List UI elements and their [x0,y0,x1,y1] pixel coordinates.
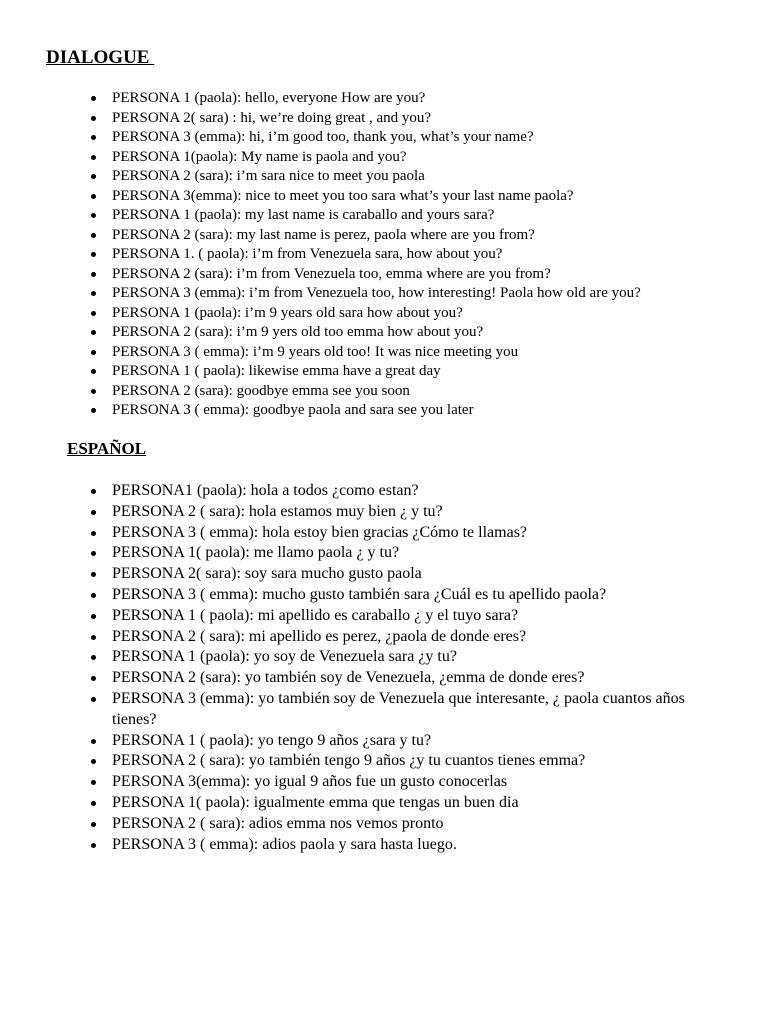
list-item: PERSONA 1 (paola): yo soy de Venezuela sara ¿y tu? [112,647,712,668]
dialogue-list [112,89,752,421]
list-item: PERSONA 1 ( paola): mi apellido es caraballo ¿ y el tuyo sara? [112,606,712,627]
list-item: PERSONA 2 ( sara): adios emma nos vemos pronto [112,814,712,835]
list-item: PERSONA 2 (sara): yo también soy de Venezuela, ¿emma de donde eres? [112,668,712,689]
list-item: PERSONA 2 ( sara): mi apellido es perez, ¿paola de donde eres? [112,627,712,648]
list-item: PERSONA1 (paola): hola a todos ¿como estan? [112,481,712,502]
list-item: PERSONA 3 (emma): hi, i’m good too, thank you, what’s your name? [112,128,752,148]
list-item: PERSONA 1 (paola): hello, everyone How are you? [112,89,752,109]
list-item: PERSONA 3 ( emma): i’m 9 years old too! It was nice meeting you [112,343,752,363]
list-item: PERSONA 1( paola): igualmente emma que tengas un buen dia [112,793,712,814]
list-item: PERSONA 3 (emma): yo también soy de Venezuela que interesante, ¿ paola cuantos años tienes? [112,689,712,731]
list-item: PERSONA 1 (paola): i’m 9 years old sara how about you? [112,304,752,324]
list-item: PERSONA 3 ( emma): mucho gusto también sara ¿Cuál es tu apellido paola? [112,585,712,606]
list-item: PERSONA 1 ( paola): yo tengo 9 años ¿sara y tu? [112,731,712,752]
espanol-heading: ESPAÑOL [67,439,147,458]
list-item: PERSONA 2( sara) : hi, we’re doing great , and you? [112,109,752,129]
list-item: PERSONA 1. ( paola): i’m from Venezuela sara, how about you? [112,245,752,265]
list-item: PERSONA 3 (emma): i’m from Venezuela too, how interesting! Paola how old are you? [112,284,752,304]
list-item: PERSONA 3 ( emma): goodbye paola and sara see you later [112,401,752,421]
list-item: PERSONA 2 (sara): my last name is perez, paola where are you from? [112,226,752,246]
espanol-list [112,481,712,855]
list-item: PERSONA 2( sara): soy sara mucho gusto paola [112,564,712,585]
list-item: PERSONA 1 ( paola): likewise emma have a great day [112,362,752,382]
list-item: PERSONA 3 ( emma): hola estoy bien gracias ¿Cómo te llamas? [112,523,712,544]
list-item: PERSONA 2 ( sara): yo también tengo 9 años ¿y tu cuantos tienes emma? [112,751,712,772]
list-item: PERSONA 2 (sara): i’m sara nice to meet you paola [112,167,752,187]
list-item: PERSONA 1(paola): My name is paola and you? [112,148,752,168]
list-item: PERSONA 3(emma): yo igual 9 años fue un gusto conocerlas [112,772,712,793]
list-item: PERSONA 1( paola): me llamo paola ¿ y tu? [112,543,712,564]
list-item: PERSONA 2 (sara): i’m 9 yers old too emma how about you? [112,323,752,343]
dialogue-heading: DIALOGUE [46,47,155,68]
list-item: PERSONA 3 ( emma): adios paola y sara hasta luego. [112,835,712,856]
list-item: PERSONA 3(emma): nice to meet you too sara what’s your last name paola? [112,187,752,207]
list-item: PERSONA 2 (sara): i’m from Venezuela too, emma where are you from? [112,265,752,285]
list-item: PERSONA 2 ( sara): hola estamos muy bien ¿ y tu? [112,502,712,523]
list-item: PERSONA 1 (paola): my last name is caraballo and yours sara? [112,206,752,226]
list-item: PERSONA 2 (sara): goodbye emma see you soon [112,382,752,402]
